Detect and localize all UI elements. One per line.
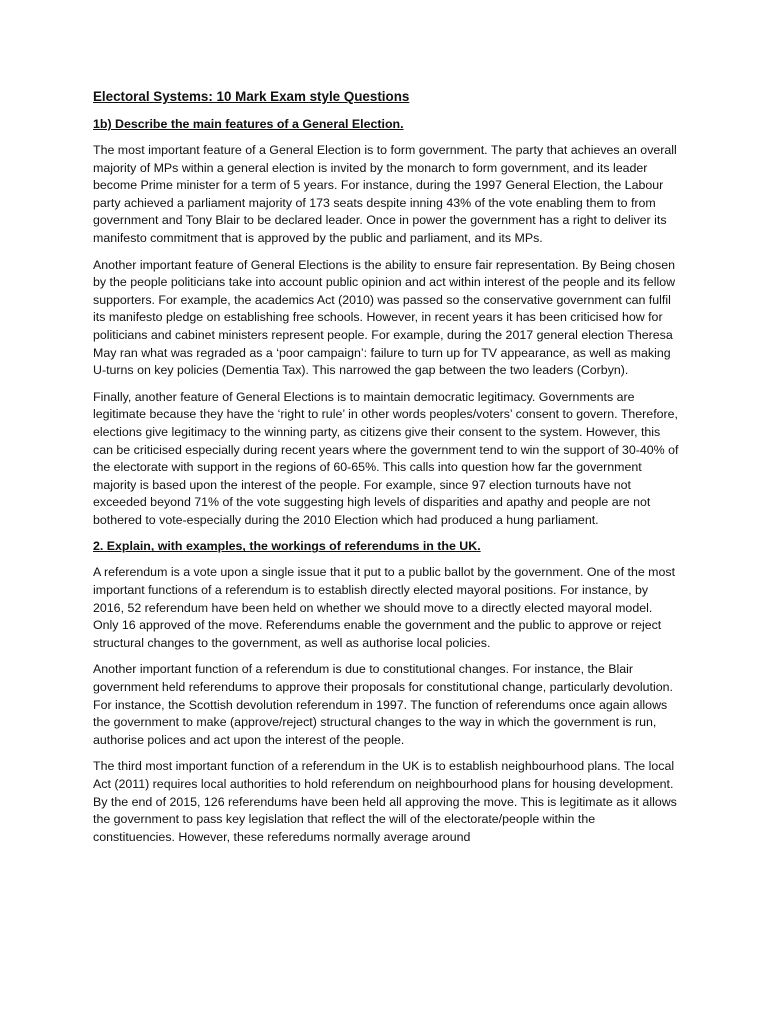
question-2-heading: 2. Explain, with examples, the workings of referendums in the UK. [93,539,481,554]
paragraph: A referendum is a vote upon a single issue that it put to a public ballot by the government. One of the most important functions of a referendum is to establish directly elected mayoral positions. For instance, by 2016, 52 referendum have been held on whether we should move to a directly elected mayoral model. Only 16 approved of the move. Referendums enable the government and the public to approve or reject structural changes to the government, as well as authorise local policies. [93,565,676,650]
paragraph: The third most important function of a referendum in the UK is to establish neighbourhood plans. The local Act (2011) requires local authorities to hold referendum on neighbourhood plans for housing development. By the end of 2015, 126 referendums have been held all approving the move. This is legitimate as it allows the government to pass key legislation that reflect the will of the electorate/people within the constituencies. However, these referedums normally average around [93,759,677,844]
paragraph: The most important feature of a General Election is to form government. The party that achieves an overall majority of MPs within a general election is invited by the monarch to form government, and its leader become Prime minister for a term of 5 years. For instance, during the 1997 General Election, the Labour party achieved a parliament majority of 173 seats despite inning 43% of the vote enabling them to from government and Tony Blair to be declared leader. Once in power the government has a right to deliver its manifesto commitment that is approved by the public and parliament, and its MPs. [93,143,677,245]
paragraph: Another important function of a referendum is due to constitutional changes. For instance, the Blair government held referendums to approve their proposals for constitutional change, particularly devolution. For instance, the Scottish devolution referendum in 1997. The function of referendums once again allows the government to make (approve/reject) structural changes to the way in which the government is run, authorise polices and act upon the interest of the people. [93,662,673,747]
paragraph: Finally, another feature of General Elections is to maintain democratic legitimacy. Governments are legitimate because they have the ‘right to rule’ in other words peoples/voters’ consent to govern. Therefore, elections give legitimacy to the winning party, as citizens give their consent to the system. However, this can be criticised especially during recent years where the government tend to win the support of 30-40% of the electorate with support in the regions of 60-65%. This calls into question how far the government majority is based upon the interest of the people. For example, since 97 election turnouts have not exceeded beyond 71% of the vote suggesting high levels of disparities and apathy and people are not bothered to vote-especially during the 2010 Election which had produced a hung parliament. [93,389,679,527]
document-page [93,88,679,855]
document-title: Electoral Systems: 10 Mark Exam style Questions [93,89,410,104]
question-1b-heading: 1b) Describe the main features of a General Election. [93,117,404,131]
paragraph: Another important feature of General Elections is the ability to ensure fair representation. By Being chosen by the people politicians take into account public opinion and act within interest of the people and its fellow supporters. For example, the academics Act (2010) was passed so the conservative government can fulfil its manifesto pledge on establishing free schools. However, in recent years it has been criticised how for politicians and cabinet ministers represent people. For example, during the 2017 general election Theresa May ran what was regraded as a ‘poor campaign’: failure to turn up for TV appearance, as well as making U-turns on key policies (Dementia Tax). This narrowed the gap between the two leaders (Corbyn). [93,257,676,378]
